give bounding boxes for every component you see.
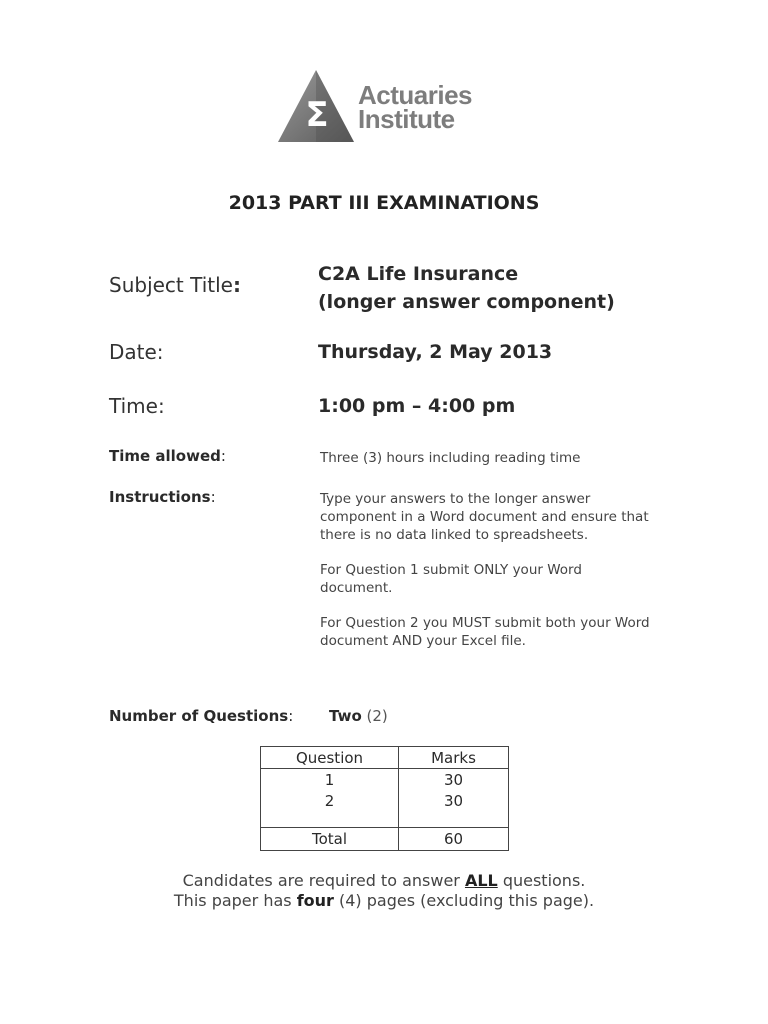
question-marks: 30 (443, 771, 464, 789)
exam-title: 2013 PART III EXAMINATIONS (228, 192, 540, 214)
instructions-text (320, 490, 650, 667)
footer-line-2: This paper has four (4) pages (excluding this page). (173, 891, 595, 910)
footer-line-1: Candidates are required to answer ALL questions. (182, 871, 586, 890)
subject-line2: (longer answer component) (318, 291, 615, 313)
time-allowed-label: Time allowed: (109, 447, 226, 465)
question-numbers-cell (261, 769, 399, 828)
subject-line1: C2A Life Insurance (318, 263, 519, 285)
instructions-para-3: For Question 2 you MUST submit both your Word document AND your Excel file. (320, 615, 650, 649)
svg-text:Σ: Σ (305, 95, 329, 135)
total-marks: 60 (399, 828, 509, 851)
instructions-para-1: Type your answers to the longer answer component in a Word document and ensure that there is no data linked to spreadsheets. (320, 491, 649, 543)
header-question: Question (261, 747, 399, 769)
number-of-questions-value: Two (2) (329, 707, 388, 725)
instructions-label: Instructions: (109, 488, 216, 506)
total-label: Total (261, 828, 399, 851)
subject-title-label: Subject Title: (109, 273, 241, 297)
marks-values-cell (399, 769, 509, 828)
logo-line1: Actuaries (358, 80, 472, 110)
time-allowed-value: Three (3) hours including reading time (320, 450, 581, 466)
time-label: Time: (109, 394, 165, 418)
time-value: 1:00 pm – 4:00 pm (318, 395, 516, 417)
question-number: 2 (324, 792, 335, 810)
date-value: Thursday, 2 May 2013 (318, 341, 553, 363)
question-number: 1 (324, 771, 335, 789)
actuaries-institute-logo (276, 68, 506, 144)
question-marks: 30 (443, 792, 464, 810)
logo-line2: Institute (358, 104, 455, 134)
date-label: Date: (109, 340, 164, 364)
triangle-sigma-icon (276, 68, 356, 144)
header-marks: Marks (399, 747, 509, 769)
instructions-para-2: For Question 1 submit ONLY your Word document. (320, 562, 582, 596)
number-of-questions-label: Number of Questions: (109, 707, 294, 725)
subject-title-value (318, 260, 615, 316)
marks-table (260, 746, 509, 851)
